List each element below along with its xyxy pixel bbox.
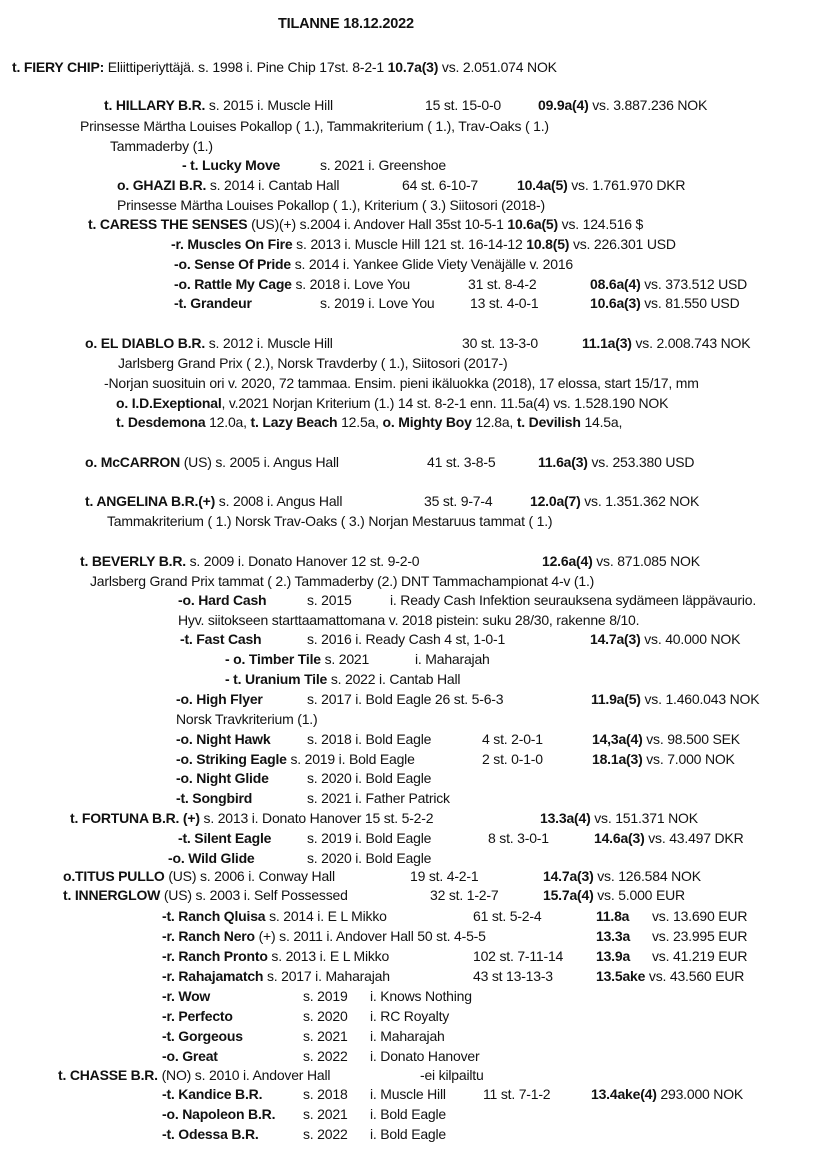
entry-text: s. 2022 [303, 1048, 348, 1064]
entry-text: Prinsesse Märtha Louises Pokallop ( 1.), Kriterium ( 3.) Siitosori (2018-) [117, 197, 545, 213]
entry-text: 11.6a(3) vs. 253.380 USD [538, 454, 695, 470]
entry-text: Tammaderby (1.) [110, 138, 213, 154]
entry-text: s. 2017 i. Bold Eagle 26 st. 5-6-3 [307, 691, 504, 707]
entry-text: i. Bold Eagle [370, 1126, 447, 1142]
entry-text: 15 st. 15-0-0 [425, 97, 501, 113]
entry-text: Hyv. siitokseen starttaamattomana v. 2018 pistein: suku 28/30, rakenne 8/10. [178, 612, 640, 628]
entry-text: 13.3a [596, 928, 631, 944]
entry-text: vs. 13.690 EUR [652, 908, 748, 924]
entry-text: o. GHAZI B.R. s. 2014 i. Cantab Hall [117, 177, 340, 193]
entry-text: vs. 23.995 EUR [652, 928, 748, 944]
entry-text: t. Desdemona 12.0a, t. Lazy Beach 12.5a, o. Mighty Boy 12.8a, t. Devilish 14.5a, [116, 414, 623, 430]
entry-text: s. 2019 i. Love You [320, 295, 435, 311]
entry-text: -t. Kandice B.R. [162, 1086, 263, 1102]
entry-text: Jarlsberg Grand Prix ( 2.), Norsk Travderby ( 1.), Siitosori (2017-) [118, 355, 508, 371]
entry-text: 14.7a(3) vs. 40.000 NOK [590, 631, 741, 647]
entry-text: 4 st. 2-0-1 [482, 731, 543, 747]
entry-text: -o. Night Glide [176, 770, 269, 786]
entry-text: 11.1a(3) vs. 2.008.743 NOK [582, 335, 751, 351]
entry-text: s. 2021 i. Father Patrick [307, 790, 450, 806]
entry-text: 32 st. 1-2-7 [430, 887, 499, 903]
entry-text: -r. Rahajamatch s. 2017 i. Maharajah [162, 968, 390, 984]
entry-text: 43 st 13-13-3 [473, 968, 553, 984]
entry-text: s. 2020 i. Bold Eagle [307, 850, 432, 866]
entry-text: -r. Wow [162, 988, 211, 1004]
entry-text: - t. Uranium Tile s. 2022 i. Cantab Hall [225, 671, 461, 687]
entry-text: 35 st. 9-7-4 [424, 493, 493, 509]
entry-text: -t. Fast Cash [180, 631, 262, 647]
entry-text: o.TITUS PULLO (US) s. 2006 i. Conway Hall [63, 868, 335, 884]
entry-text: -o. Rattle My Cage s. 2018 i. Love You [174, 276, 410, 292]
entry-text: 41 st. 3-8-5 [427, 454, 496, 470]
entry-text: s. 2021 i. Greenshoe [320, 157, 446, 173]
entry-text: o. EL DIABLO B.R. s. 2012 i. Muscle Hill [85, 335, 333, 351]
entry-text: 19 st. 4-2-1 [410, 868, 479, 884]
entry-text: t. ANGELINA B.R.(+) s. 2008 i. Angus Hall [85, 493, 343, 509]
entry-text: - o. Timber Tile s. 2021 [225, 651, 370, 667]
entry-text: 13.3a(4) vs. 151.371 NOK [540, 810, 698, 826]
entry-text: - t. Lucky Move [182, 157, 281, 173]
entry-text: Jarlsberg Grand Prix tammat ( 2.) Tammaderby (2.) DNT Tammachampionat 4-v (1.) [90, 573, 595, 589]
entry-text: i. Muscle Hill [370, 1086, 446, 1102]
entry-text: t. FIERY CHIP: Eliittiperiyttäjä. s. 1998 i. Pine Chip 17st. 8-2-1 10.7a(3) vs. 2.051.074 NOK [12, 59, 557, 75]
entry-text: 12.6a(4) vs. 871.085 NOK [542, 553, 700, 569]
entry-text: t. CHASSE B.R. (NO) s. 2010 i. Andover Hall [58, 1067, 331, 1083]
entry-text: -t. Odessa B.R. [162, 1126, 259, 1142]
entry-text: o. McCARRON (US) s. 2005 i. Angus Hall [85, 454, 339, 470]
entry-text: 10.4a(5) vs. 1.761.970 DKR [517, 177, 686, 193]
entry-text: 13.4ake(4) 293.000 NOK [591, 1086, 744, 1102]
entry-text: -Norjan suosituin ori v. 2020, 72 tammaa. Ensim. pieni ikäluokka (2018), 17 elossa, start 15/17, mm [104, 375, 699, 391]
entry-text: Tammakriterium ( 1.) Norsk Trav-Oaks ( 3.) Norjan Mestaruus tammat ( 1.) [107, 513, 553, 529]
entry-text: 14.6a(3) vs. 43.497 DKR [594, 830, 744, 846]
entry-text: i. Donato Hanover [370, 1048, 480, 1064]
entry-text: t. BEVERLY B.R. s. 2009 i. Donato Hanover 12 st. 9-2-0 [80, 553, 420, 569]
entry-text: s. 2021 [303, 1028, 348, 1044]
entry-text: -r. Ranch Nero (+) s. 2011 i. Andover Hall 50 st. 4-5-5 [162, 928, 486, 944]
entry-text: vs. 41.219 EUR [652, 948, 748, 964]
entry-text: -t. Grandeur [174, 295, 252, 311]
entry-text: i. Knows Nothing [370, 988, 472, 1004]
entry-text: s. 2018 [303, 1086, 348, 1102]
entry-text: 102 st. 7-11-14 [473, 948, 564, 964]
entry-text: 2 st. 0-1-0 [482, 751, 543, 767]
entry-text: 08.6a(4) vs. 373.512 USD [590, 276, 748, 292]
entry-text: -ei kilpailtu [420, 1067, 484, 1083]
entry-text: -t. Silent Eagle [178, 830, 272, 846]
entry-text: 31 st. 8-4-2 [468, 276, 537, 292]
entry-text: -t. Ranch Qluisa s. 2014 i. E L Mikko [162, 908, 387, 924]
entry-text: s. 2021 [303, 1106, 348, 1122]
entry-text: -o. Great [162, 1048, 218, 1064]
entry-text: 13.5ake vs. 43.560 EUR [596, 968, 745, 984]
entry-text: i. Ready Cash Infektion seurauksena sydämeen läppävaurio. [390, 592, 757, 608]
entry-text: i. Bold Eagle [370, 1106, 447, 1122]
entry-text: 11 st. 7-1-2 [483, 1086, 551, 1102]
entry-text: 14,3a(4) vs. 98.500 SEK [592, 731, 740, 747]
entry-text: 13 st. 4-0-1 [470, 295, 539, 311]
entry-text: -o. Napoleon B.R. [162, 1106, 276, 1122]
entry-text: s. 2015 [307, 592, 352, 608]
entry-text: -r. Muscles On Fire s. 2013 i. Muscle Hill 121 st. 16-14-12 10.8(5) vs. 226.301 USD [171, 236, 676, 252]
entry-text: i. RC Royalty [370, 1008, 450, 1024]
entry-text: 14.7a(3) vs. 126.584 NOK [543, 868, 701, 884]
entry-text: s. 2019 [303, 988, 348, 1004]
entry-text: 13.9a [596, 948, 631, 964]
entry-text: t. HILLARY B.R. s. 2015 i. Muscle Hill [104, 97, 333, 113]
entry-text: -o. Hard Cash [178, 592, 267, 608]
entry-text: -o. Sense Of Pride s. 2014 i. Yankee Glide Viety Venäjälle v. 2016 [174, 256, 574, 272]
entry-text: 12.0a(7) vs. 1.351.362 NOK [530, 493, 700, 509]
entry-text: -o. Striking Eagle s. 2019 i. Bold Eagle [176, 751, 415, 767]
entry-text: 11.8a [596, 908, 630, 924]
entry-text: 10.6a(3) vs. 81.550 USD [590, 295, 740, 311]
entry-text: s. 2016 i. Ready Cash 4 st, 1-0-1 [307, 631, 506, 647]
entry-text: 18.1a(3) vs. 7.000 NOK [592, 751, 735, 767]
entry-text: i. Maharajah [415, 651, 490, 667]
entry-text: t. INNERGLOW (US) s. 2003 i. Self Possessed [63, 887, 348, 903]
page-title: TILANNE 18.12.2022 [278, 16, 414, 32]
entry-text: -t. Songbird [176, 790, 253, 806]
entry-text: s. 2019 i. Bold Eagle [307, 830, 432, 846]
entry-text: t. FORTUNA B.R. (+) s. 2013 i. Donato Hanover 15 st. 5-2-2 [70, 810, 434, 826]
entry-text: -o. Night Hawk [176, 731, 271, 747]
entry-text: -r. Perfecto [162, 1008, 233, 1024]
entry-text: 8 st. 3-0-1 [488, 830, 549, 846]
entry-text: -o. Wild Glide [168, 850, 255, 866]
entry-text: -r. Ranch Pronto s. 2013 i. E L Mikko [162, 948, 390, 964]
entry-text: 11.9a(5) vs. 1.460.043 NOK [591, 691, 760, 707]
entry-text: s. 2018 i. Bold Eagle [307, 731, 432, 747]
entry-text: -o. High Flyer [176, 691, 263, 707]
entry-text: 09.9a(4) vs. 3.887.236 NOK [538, 97, 708, 113]
entry-text: s. 2022 [303, 1126, 348, 1142]
entry-text: Prinsesse Märtha Louises Pokallop ( 1.), Tammakriterium ( 1.), Trav-Oaks ( 1.) [80, 118, 549, 134]
entry-text: i. Maharajah [370, 1028, 445, 1044]
entry-text: s. 2020 [303, 1008, 348, 1024]
entry-text: 30 st. 13-3-0 [462, 335, 538, 351]
entry-text: s. 2020 i. Bold Eagle [307, 770, 432, 786]
entry-text: o. I.D.Exeptional, v.2021 Norjan Kriterium (1.) 14 st. 8-2-1 enn. 11.5a(4) vs. 1.528.190 NOK [116, 395, 669, 411]
entry-text: -t. Gorgeous [162, 1028, 243, 1044]
entry-text: t. CARESS THE SENSES (US)(+) s.2004 i. Andover Hall 35st 10-5-1 10.6a(5) vs. 124.516 $ [88, 216, 644, 232]
entry-text: 64 st. 6-10-7 [402, 177, 478, 193]
entry-text: Norsk Travkriterium (1.) [176, 711, 318, 727]
entry-text: 61 st. 5-2-4 [473, 908, 542, 924]
entry-text: 15.7a(4) vs. 5.000 EUR [543, 887, 685, 903]
